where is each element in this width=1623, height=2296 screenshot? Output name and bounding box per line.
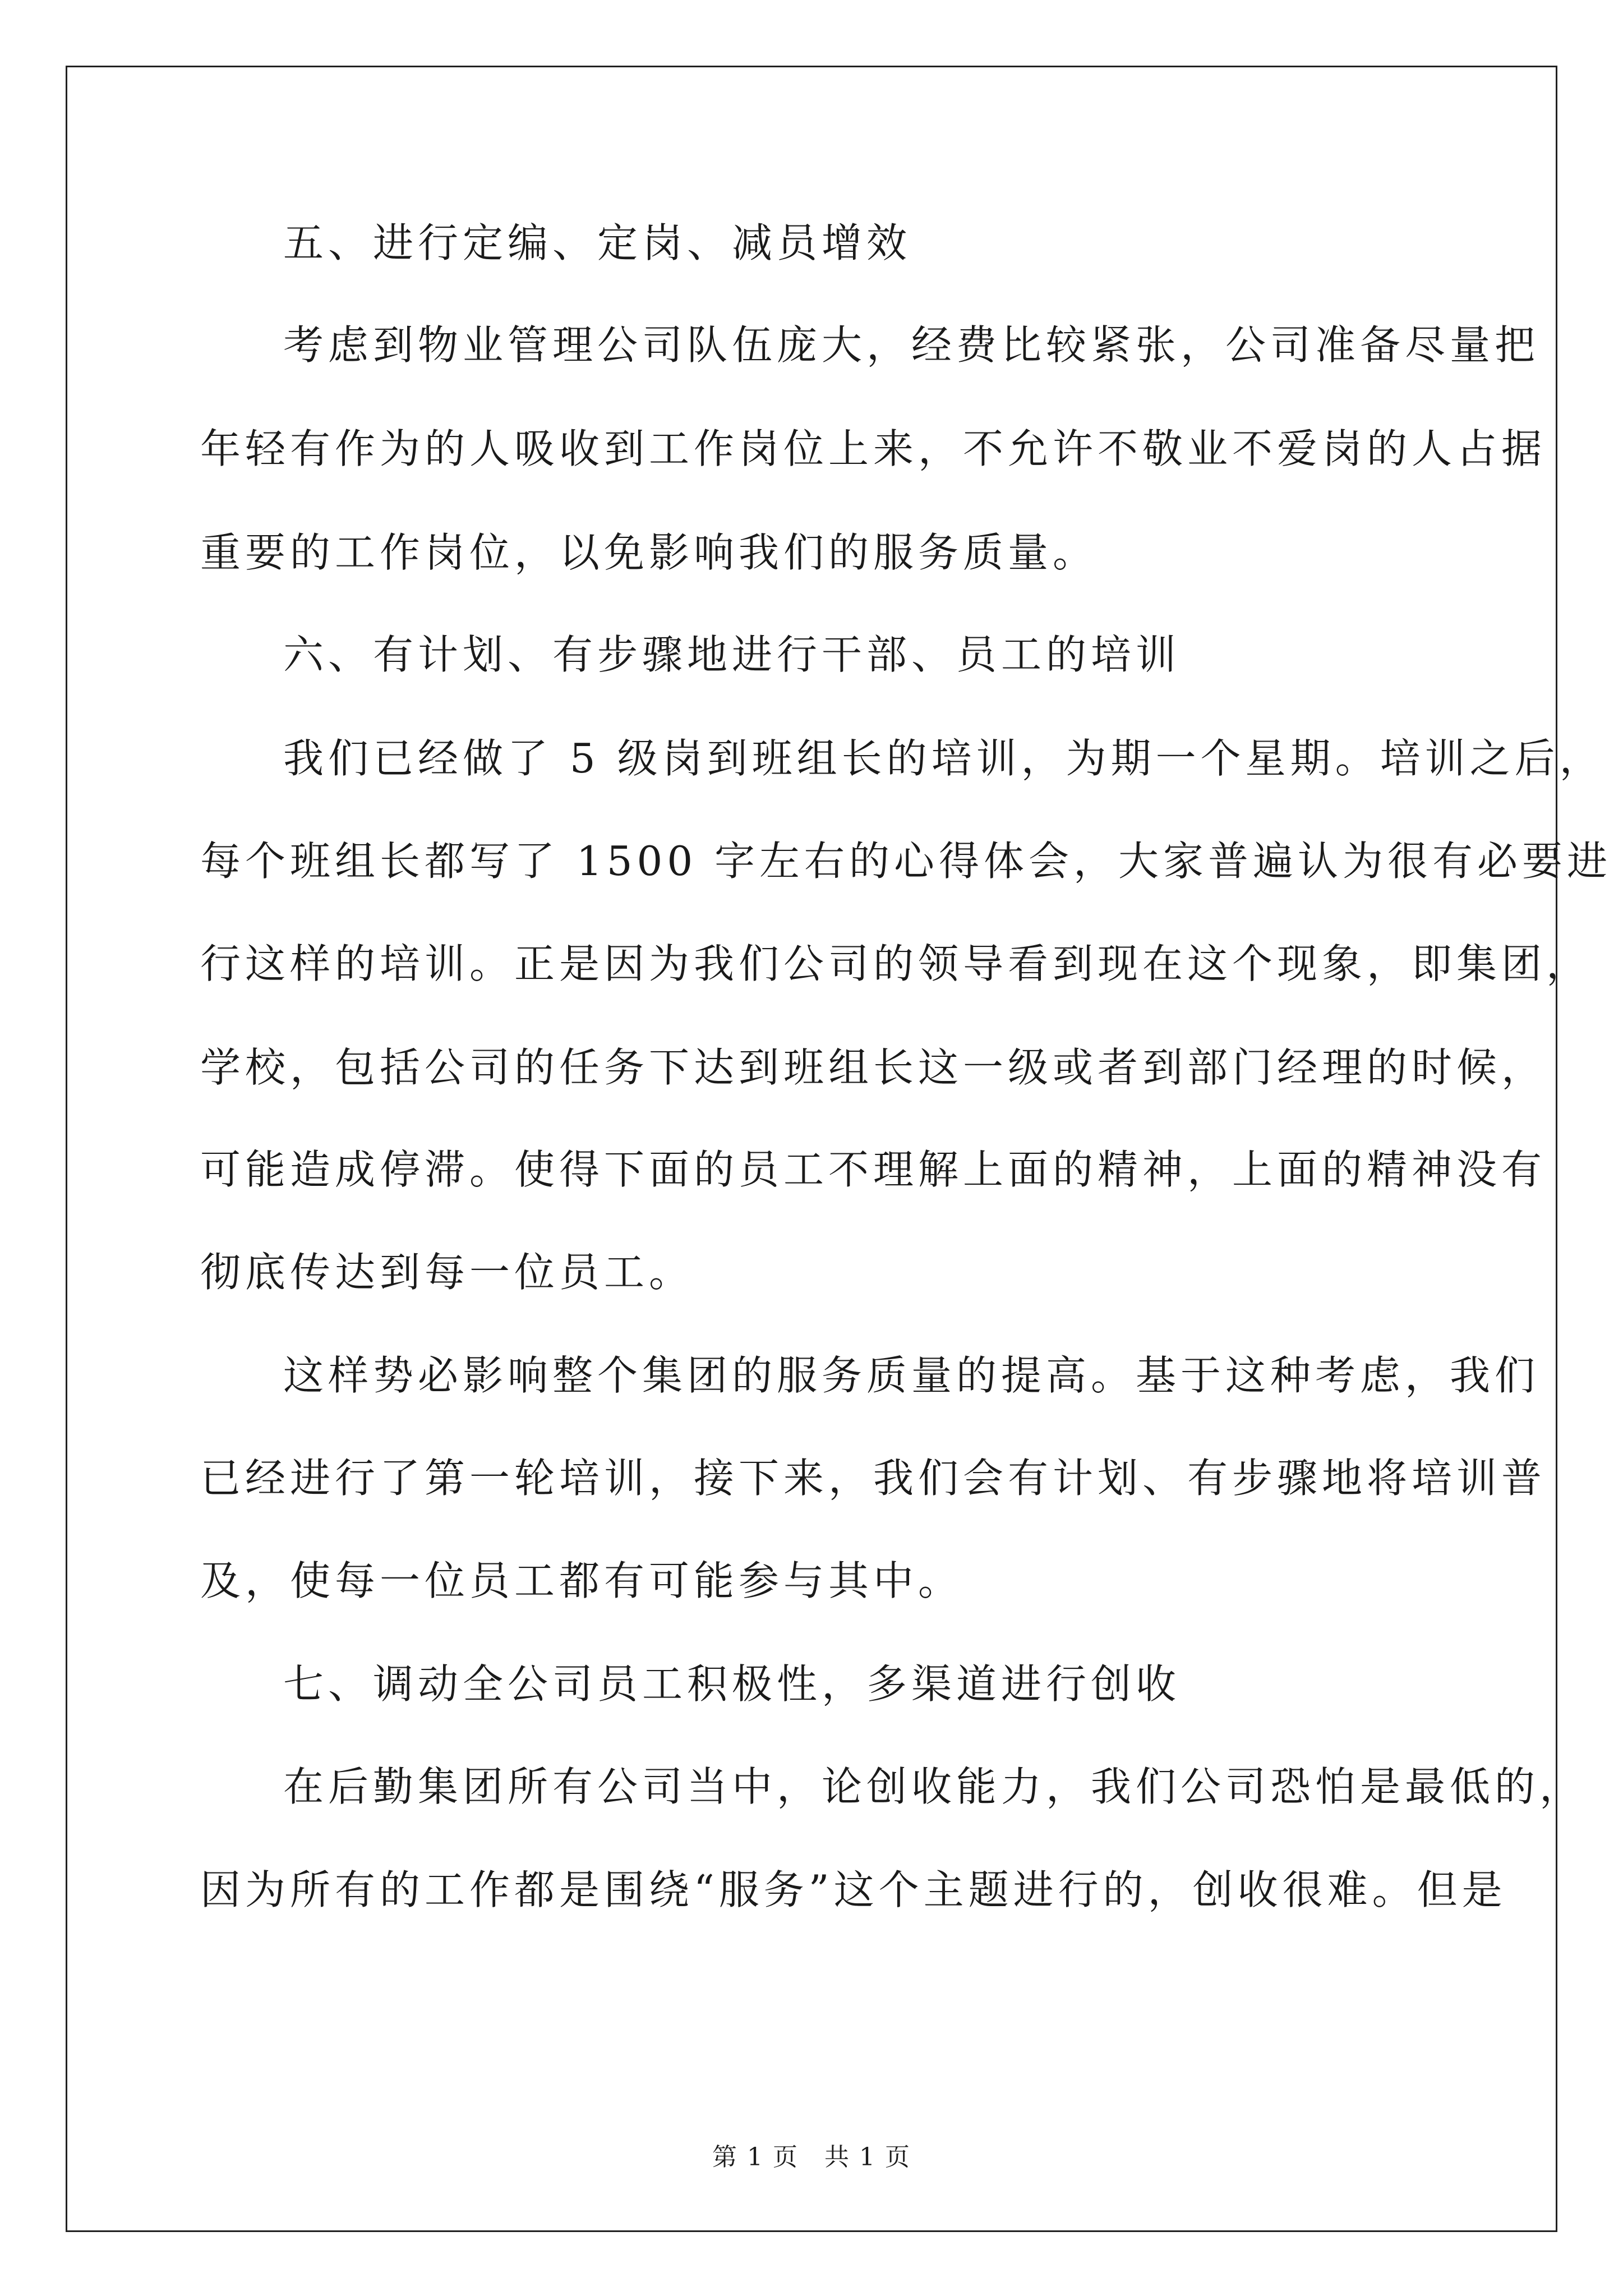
paragraph-line: 重要的工作岗位，以免影响我们的服务质量。 [200,529,1098,576]
paragraph-line: 考虑到物业管理公司队伍庞大，经费比较紧张，公司准备尽量把 [283,321,1540,369]
heading-section-5: 五、进行定编、定岗、减员增效 [283,219,912,266]
paragraph-line: 可能造成停滞。使得下面的员工不理解上面的精神，上面的精神没有 [200,1146,1547,1193]
paragraph-line: 我们已经做了 5 级岗到班组长的培训，为期一个星期。培训之后， [283,735,1604,782]
paragraph-line: 这样势必影响整个集团的服务质量的提高。基于这种考虑，我们 [283,1352,1540,1399]
heading-section-6: 六、有计划、有步骤地进行干部、员工的培训 [283,631,1181,678]
paragraph-line: 及，使每一位员工都有可能参与其中。 [200,1557,963,1604]
paragraph-line: 彻底传达到每一位员工。 [200,1249,694,1296]
paragraph-line: 行这样的培训。正是因为我们公司的领导看到现在这个现象，即集团， [200,940,1592,987]
paragraph-line: 因为所有的工作都是围绕“服务”这个主题进行的，创收很难。但是 [200,1866,1507,1913]
paragraph-line: 年轻有作为的人吸收到工作岗位上来，不允许不敬业不爱岗的人占据 [200,425,1547,472]
heading-section-7: 七、调动全公司员工积极性，多渠道进行创收 [283,1660,1181,1708]
paragraph-line: 在后勤集团所有公司当中，论创收能力，我们公司恐怕是最低的， [283,1763,1585,1810]
paragraph-line: 学校，包括公司的任务下达到班组长这一级或者到部门经理的时候， [200,1044,1547,1091]
page-number-footer: 第 1 页 共 1 页 [712,2143,911,2171]
paragraph-line: 已经进行了第一轮培训，接下来，我们会有计划、有步骤地将培训普 [200,1455,1547,1502]
paragraph-line: 每个班组长都写了 1500 字左右的心得体会，大家普遍认为很有必要进 [200,838,1612,885]
